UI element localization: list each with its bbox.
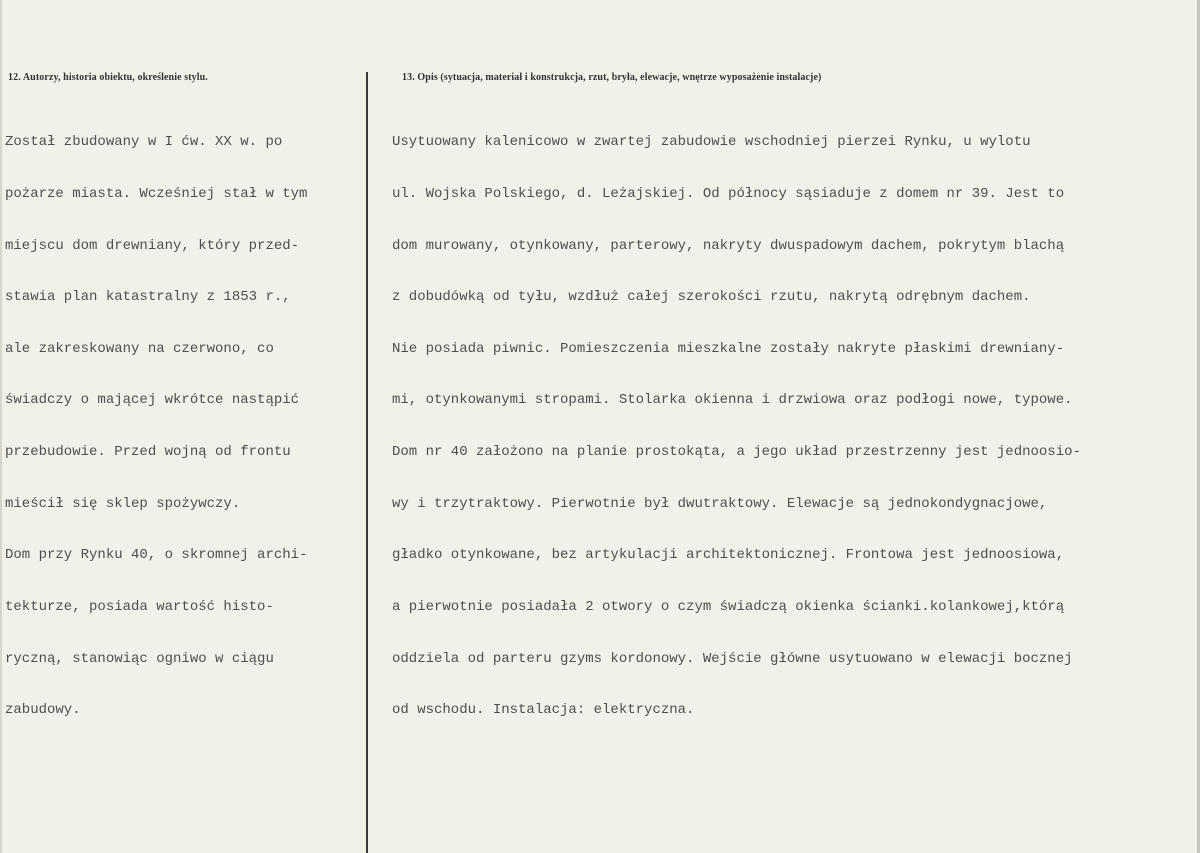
description-line: a pierwotnie posiadała 2 otwory o czym świadczą okienka ścianki.kolankowej,którą bbox=[392, 598, 1065, 615]
history-text bbox=[5, 100, 365, 754]
history-line: tekturze, posiada wartość histo- bbox=[5, 598, 274, 615]
history-line: mieścił się sklep spożywczy. bbox=[5, 495, 241, 512]
description-line: z dobudówką od tyłu, wzdłuż całej szerokości rzutu, nakrytą odrębnym dachem. bbox=[392, 289, 1031, 306]
description-line: ul. Wojska Polskiego, d. Leżajskiej. Od północy sąsiaduje z domem nr 39. Jest to bbox=[392, 186, 1065, 203]
history-line: stawia plan katastralny z 1853 r., bbox=[5, 289, 291, 306]
description-line: Dom nr 40 założono na planie prostokąta, a jego układ przestrzenny jest jednoosio- bbox=[392, 444, 1081, 461]
description-line: wy i trzytraktowy. Pierwotnie był dwutraktowy. Elewacje są jednokondygnacjowe, bbox=[392, 495, 1048, 512]
history-heading: 12. Autorzy, historia obiektu, określenie stylu. bbox=[8, 72, 208, 83]
description-line: od wschodu. Instalacja: elektryczna. bbox=[392, 702, 695, 719]
description-line: oddziela od parteru gzyms kordonowy. Wejście główne usytuowano w elewacji bocznej bbox=[392, 650, 1073, 667]
history-line: miejscu dom drewniany, który przed- bbox=[5, 237, 300, 254]
description-line: mi, otynkowanymi stropami. Stolarka okienna i drzwiowa oraz podłogi nowe, typowe. bbox=[392, 392, 1073, 409]
history-line: ale zakreskowany na czerwono, co bbox=[5, 340, 274, 357]
history-line: Dom przy Rynku 40, o skromnej archi- bbox=[5, 547, 308, 564]
history-line: ryczną, stanowiąc ogniwo w ciągu bbox=[5, 650, 274, 667]
history-line: Został zbudowany w I ćw. XX w. po bbox=[5, 134, 283, 151]
history-line: zabudowy. bbox=[5, 702, 81, 719]
description-text bbox=[392, 100, 1200, 754]
description-heading: 13. Opis (sytuacja, materiał i konstrukcja, rzut, bryła, elewacje, wnętrze wyposażenie instalacje) bbox=[402, 72, 822, 83]
history-line: przebudowie. Przed wojną od frontu bbox=[5, 444, 291, 461]
description-line: Nie posiada piwnic. Pomieszczenia mieszkalne zostały nakryte płaskimi drewniany- bbox=[392, 340, 1065, 357]
history-line: pożarze miasta. Wcześniej stał w tym bbox=[5, 186, 308, 203]
description-line: gładko otynkowane, bez artykulacji architektonicznej. Frontowa jest jednoosiowa, bbox=[392, 547, 1065, 564]
description-line: Usytuowany kalenicowo w zwartej zabudowie wschodniej pierzei Rynku, u wylotu bbox=[392, 134, 1031, 151]
description-line: dom murowany, otynkowany, parterowy, nakryty dwuspadowym dachem, pokrytym blachą bbox=[392, 237, 1065, 254]
column-divider bbox=[366, 72, 368, 853]
history-line: świadczy o mającej wkrótce nastąpić bbox=[5, 392, 300, 409]
